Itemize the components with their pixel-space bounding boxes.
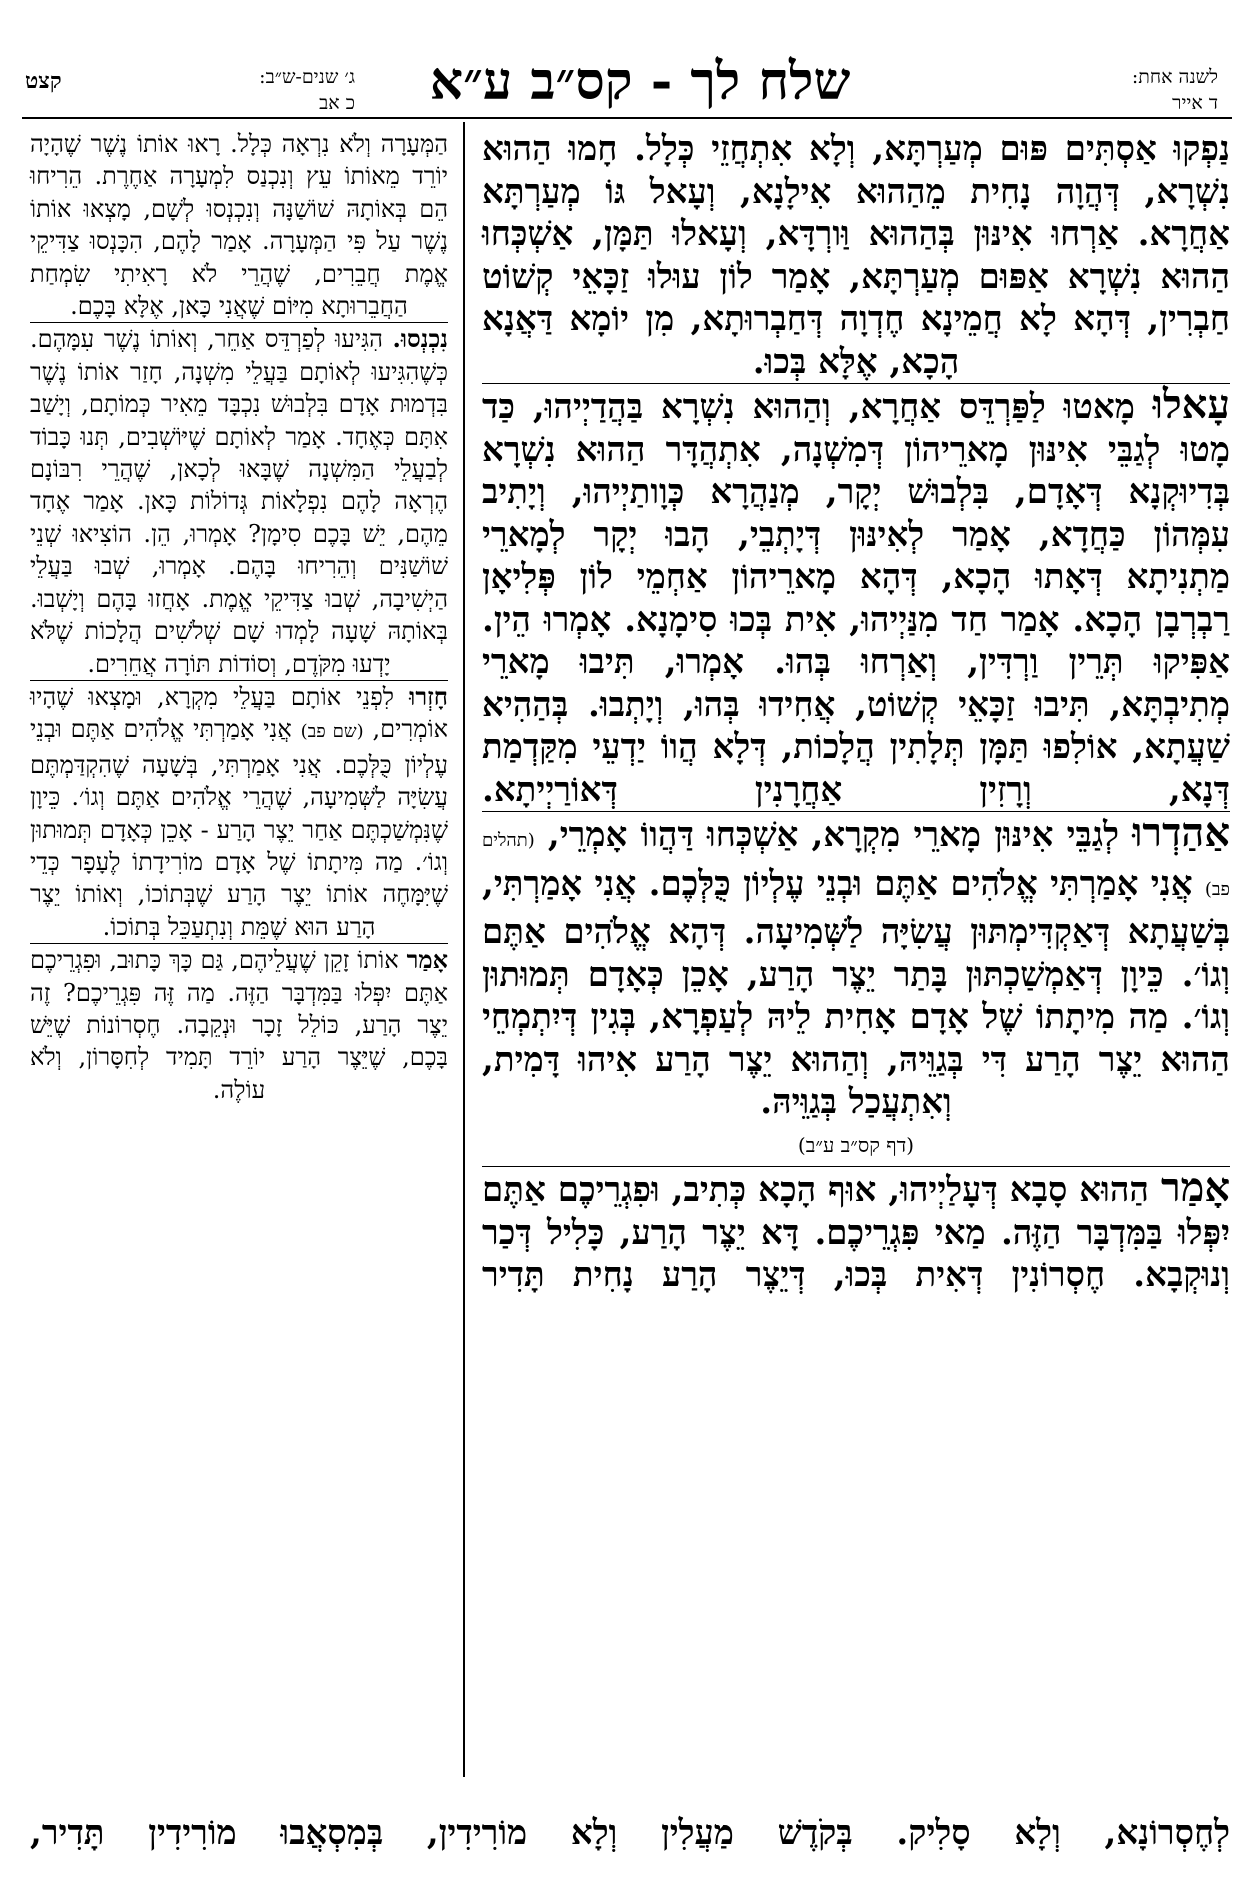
side-paragraph-text: לִפְנֵי אוֹתָם בַּעֲלֵי מִקְרָא, וּמָצְאוּ שֶׁהָיוּ אוֹמְרִים, [30, 682, 448, 744]
verse-reference: (שם פב) [300, 721, 364, 743]
column-divider [463, 122, 465, 1777]
page-number: קצט [25, 68, 62, 94]
main-paragraph-text: נַפְקוּ אַסְתִּים פּוּם מְעַרְתָּא, וְלָא אִתְחֲזֵי כְּלָל. חָמוּ הַהוּא נִשְׁרָא, דְּהֲוָה נָחִית מֵהַהוּא אִילָנָא, וְעָאל גּוֹ מְעַרְתָּא אַחֲרָא. אַרְחוּ אִינּוּן בְּהַהוּא וַּורְדָּא, וְעָאלוּ תַּמָּן, אַשְׁכְּחוּ הַהוּא נִשְׁרָא אַפּוּם מְעַרְתָּא, אָמַר לוֹן עוּלוּ זַכָּאֵי קְשׁוֹט חַבְרִין, דְּהָא לָא חֲמֵינָא חֶדְוָה דְּחַבְרוּתָא, מִן יוֹמָא דַּאֲנָא הָכָא, אֶלָּא בְּכוּ. [482, 129, 1230, 382]
cycle-day-left: כ אב [319, 92, 355, 114]
main-paragraph [482, 383, 1230, 811]
aramaic-text-column [482, 128, 1230, 1297]
cycle-label-left: ג׳ שנים-ש״ב: [259, 66, 355, 88]
cycle-date-left [135, 64, 355, 116]
continuation-line: לְחֶסְרוֹנָא, וְלָא סָלִיק. בְּקֹדֶשׁ מַעֲלִין וְלָא מוֹרִידִין, בְּמִסְאֲבוּ מוֹרִידִין תָּדִיר, [30, 1813, 1231, 1853]
main-paragraph-text: לְגַבֵּי אִינּוּן מָארֵי מִקְרָא, אַשְׁכְּחוּ דַּהֲווֹ אָמְרֵי, [534, 815, 1133, 855]
side-paragraph-text: הִגִּיעוּ לְפַרְדֵּס אַחֵר, וְאוֹתוֹ נֶשֶׁר עִמָּהֶם. כְּשֶׁהִגִּיעוּ לְאוֹתָם בַּעֲלֵי מִשְׁנָה, חָזַר אוֹתוֹ נֶשֶׁר בִּדְמוּת אָדָם בִּלְבוּשׁ נִכְבָּד מֵאִיר כְּמוֹתָם, וְיָשַׁב אִתָּם כְּאֶחָד. אָמַר לְאוֹתָם שֶׁיּוֹשְׁבִים, תְּנוּ כָּבוֹד לְבַעֲלֵי הַמִּשְׁנָה שֶׁבָּאוּ לְכָאן, שֶׁהֲרֵי רִבּוֹנָם הֶרְאָה לָהֶם נִפְלָאוֹת גְּדוֹלוֹת כָּאן. אָמַר אֶחָד מֵהֶם, יֵשׁ בָּכֶם סִימָן? אָמְרוּ, הֵן. הוֹצִיאוּ שְׁנֵי שׁוֹשַׁנִּים וְהֵרִיחוּ בָּהֶם. אָמְרוּ, שְׁבוּ בַּעֲלֵי הַיְשִׁיבָה, שְׁבוּ צַדִּיקֵי אֱמֶת. אָחֲזוּ בָּהֶם וְיָשְׁבוּ. בְּאוֹתָהּ שָׁעָה לָמְדוּ שָׁם שְׁלֹשִׁים הֲלָכוֹת שֶׁלֹּא יָדְעוּ מִקֹּדֶם, וְסוֹדוֹת תּוֹרָה אֲחֵרִים. [30, 325, 448, 678]
cycle-label-right: לשנה אחת: [1131, 66, 1218, 88]
side-paragraph-text: הַמְּעָרָה וְלֹא נִרְאָה כְּלָל. רָאוּ אוֹתוֹ נֶשֶׁר שֶׁהָיָה יוֹרֵד מֵאוֹתוֹ עֵץ וְנִכְנַס לִמְעָרָה אַחֶרֶת. הֵרִיחוּ הֵם בְּאוֹתָהּ שׁוֹשַׁנָּה וְנִכְנְסוּ לְשָׁם, מָצְאוּ אוֹתוֹ נֶשֶׁר עַל פִּי הַמְּעָרָה. אָמַר לָהֶם, הִכָּנְסוּ צַדִּיקֵי אֱמֶת חֲבֵרִים, שֶׁהֲרֵי לֹא רָאִיתִי שִׂמְחַת הַחֲבֵרוּתָא מִיּוֹם שֶׁאֲנִי כָּאן, אֶלָּא בָּכֶם. [30, 130, 448, 321]
main-paragraph [482, 128, 1230, 383]
side-paragraph-text: אוֹתוֹ זָקֵן שֶׁעֲלֵיהֶם, גַּם כָּךְ כָּתוּב, וּפִגְרֵיכֶם אַתֶּם יִפְּלוּ בַּמִּדְבָּר הַזֶּה. מַה זֶּה פִּגְרֵיכֶם? זֶה יֵצֶר הָרַע, כּוֹלֵל זָכָר וּנְקֵבָה. חֶסְרוֹנוֹת שֶׁיֵּשׁ בָּכֶם, שֶׁיֵּצֶר הָרַע יוֹרֵד תָּמִיד לְחִסָּרוֹן, וְלֹא עוֹלֶה. [30, 946, 448, 1104]
cycle-day-right: ד אייר [1172, 92, 1218, 114]
cycle-date-right [1008, 64, 1218, 116]
side-paragraph [30, 128, 448, 322]
side-paragraph-text: אֲנִי אָמַרְתִּי אֱלֹהִים אַתֶּם וּבְנֵי עֶלְיוֹן כֻּלְּכֶם. אֲנִי אָמַרְתִּי, בְּשָׁעָה שֶׁהִקְדַּמְתֶּם עֲשִׂיָּה לַשְּׁמִיעָה, שֶׁהֲרֵי אֱלֹהִים אַתֶּם וְגוֹ׳. כֵּיוָן שֶׁנִּמְשַׁכְתֶּם אַחַר יֵצֶר הָרַע - אָכֵן כְּאָדָם תְּמוּתוּן וְגוֹ׳. מַה מִּיתָתוֹ שֶׁל אָדָם מוֹרִידָתוֹ לֶעָפָר כְּדֵי שֶׁיִּמָּחֶה אוֹתוֹ יֵצֶר הָרַע שֶׁבְּתוֹכוֹ, וְאוֹתוֹ יֵצֶר הָרַע הוּא שֶׁמֵּת וְנִתְעַכֵּל בְּתוֹכוֹ. [30, 715, 448, 941]
header-rule [22, 117, 1232, 119]
side-paragraph [30, 943, 448, 1106]
side-paragraph [30, 680, 448, 943]
main-paragraph-text: הַהוּא סָבָא דְּעָלַיְיהוּ, אוּף הָכָא כְּתִיב, וּפִגְרֵיכֶם אַתֶּם יִפְּלוּ בַּמִּדְבָּר הַזֶּה. מַאי פִּגְרֵיכֶם. דָּא יֵצֶר הָרַע, כָּלִיל דְּכַר וְנוּקְבָא. חֶסְרוֹנִין דְּאִית בְּכוּ, דְּיֵצֶר הָרַע נָחִית תָּדִיר [482, 1170, 1230, 1295]
main-paragraph [482, 1166, 1230, 1297]
folio-reference: (דף קס״ב ע״ב) [797, 1132, 915, 1157]
side-lead-word: נִכְנְסוּ. [392, 324, 448, 354]
page-title: שלח לך - קס״ב ע״א [429, 51, 851, 112]
verse-reference: (תהלים פב) [482, 830, 1230, 900]
side-lead-word: אָמַר [406, 945, 448, 975]
main-paragraph-text: אֲנִי אָמַרְתִּי אֱלֹהִים אַתֶּם וּבְנֵי עֶלְיוֹן כֻּלְּכֶם. אֲנִי אָמַרְתִּי, בְּשַׁעֲתָא דְּאַקְדִּימְתּוּן עֲשִׂיָּה לַשְּׁמִיעָה. דְּהָא אֱלֹהִים אַתֶּם וְגוֹ׳. כֵּיוָן דְּאַמְשַׁכְתּוּן בָּתַר יֵצֶר הָרַע, אָכֵן כְּאָדָם תְּמוּתוּן וְגוֹ׳. מַה מִיתָתוֹ שֶׁל אָדָם אָחִית לֵיהּ לְעַפְרָא, בְּגִין דְּיִתְמְחֵי הַהוּא יֵצֶר הָרַע דִּי בְּגַוֵּיהּ, וְהַהוּא יֵצֶר הָרַע אִיהוּ דָּמִית, וְאִתְעֲכַל בְּגַוֵּיהּ. [482, 863, 1230, 1122]
paragraph-lead-word: אַהַדְרוּ [1132, 809, 1230, 856]
side-lead-word: חָזְרוּ [409, 681, 448, 711]
paragraph-lead-word: עָאלוּ [1152, 381, 1230, 428]
main-paragraph-text: מָאטוּ לַפַּרְדֵּס אַחֲרָא, וְהַהוּא נִשְׁרָא בַּהֲדַיְיהוּ, כַּד מָטוּ לְגַבֵּי אִינּוּן מָארֵיהוֹן דְּמִשְׁנָה, אִתְהֲדָּר הַהוּא נִשְׁרָא בְּדִיוּקְנָא דְּאָדָם, בִּלְבוּשׁ יְקָר, מְנַהֲרָא כְּוָותַיְיהוּ, וְיָתִיב עִמְּהוֹן כַּחֲדָא, אָמַר לְאִינּוּן דְּיָתְבֵי, הָבוּ יְקָר לְמָארֵי מַתְנִיתָא דְּאָתוּ הָכָא, דְּהָא מָארֵיהוֹן אַחְמֵי לוֹן פְּלִיאָן רַבְרְבָן הָכָא. אָמַר חַד מִנַּיְיהוּ, אִית בְּכוּ סִימָנָא. אָמְרוּ הֵין. אַפִּיקוּ תְּרֵין וַרְדִּין, וְאַרְחוּ בְּהוּ. אָמְרוּ, תִּיבוּ מָארֵי מְתִיבְתָּא, תִּיבוּ זַכָּאֵי קְשׁוֹט, אֲחִידוּ בְּהוּ, וְיָתְבוּ. בְּהַהִיא שַׁעֲתָא, אוֹלִפוּ תַּמָּן תְּלָתִין הֲלָכוֹת, דְּלָא הֲווֹ יַדְעֵי מִקַּדְמַת דְּנָא, וְרָזִין אַחֲרָנִין דְּאוֹרַיְיתָא. [482, 387, 1230, 810]
main-paragraph [482, 811, 1230, 1166]
side-paragraph [30, 322, 448, 679]
hebrew-translation-column [30, 128, 448, 1106]
paragraph-lead-word: אָמַר [1160, 1164, 1230, 1211]
